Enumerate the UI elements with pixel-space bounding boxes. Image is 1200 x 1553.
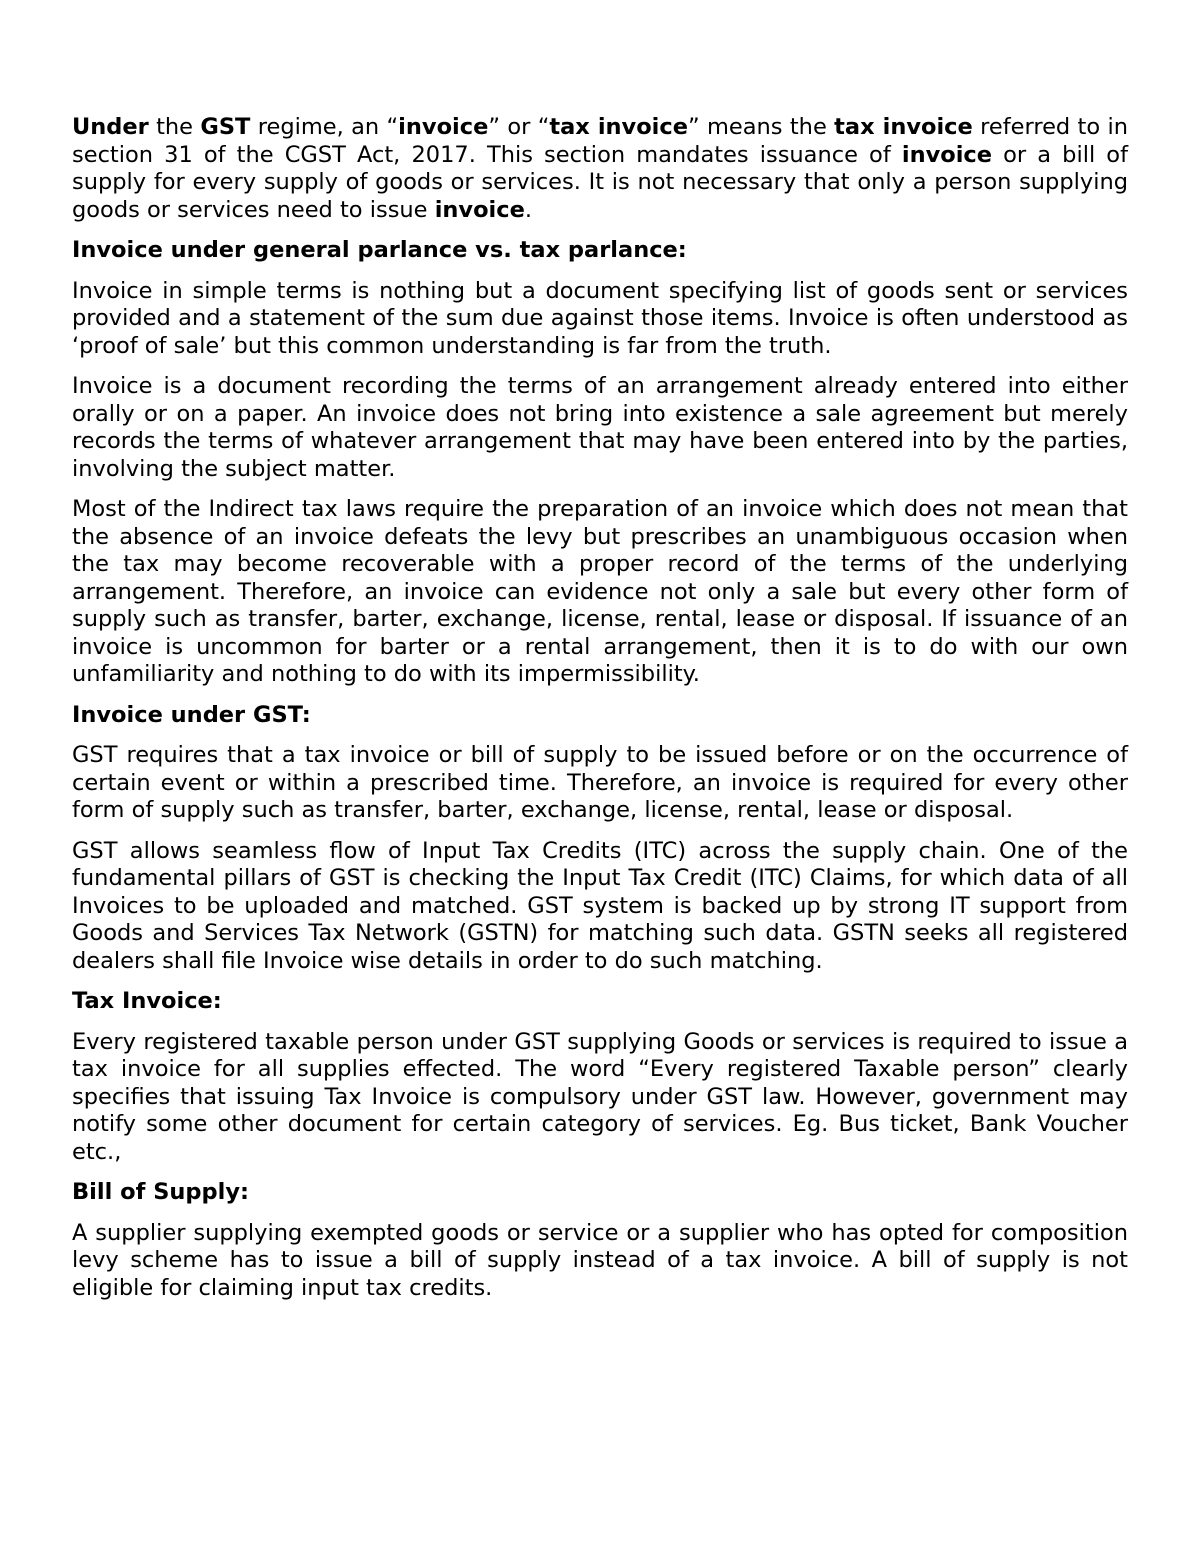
intro-bold-invoice: invoice bbox=[901, 141, 993, 168]
intro-bold-under: Under bbox=[72, 114, 149, 140]
intro-text: regime, an “ bbox=[250, 114, 399, 140]
paragraph-general-1: Invoice in simple terms is nothing but a document specifying list of goods sent or services provided and a statement of the sum due against those items. Invoice is often understood as ‘proof of sale’ but this common understanding is far from the truth. bbox=[72, 277, 1128, 359]
intro-bold-invoice: invoice bbox=[434, 196, 525, 223]
paragraph-gst-1: GST requires that a tax invoice or bill of supply to be issued before or on the occurrence of certain event or within a prescribed time. Therefore, an invoice is required for every other form of supply such as transfer, barter, exchange, license, rental, lease or disposal. bbox=[72, 742, 1128, 823]
paragraph-bill-of-supply: A supplier supplying exempted goods or service or a supplier who has opted for composition levy scheme has to issue a bill of supply instead of a tax invoice. A bill of supply is not eligible for claiming input tax credits. bbox=[72, 1219, 1128, 1301]
heading-tax-invoice: Tax Invoice: bbox=[72, 988, 222, 1014]
intro-text: referred to in section 31 of the CGST Act, 2017. This section mandates issuance of bbox=[72, 114, 1128, 168]
document-page bbox=[72, 114, 1128, 1315]
intro-bold-tax-invoice: tax invoice bbox=[834, 114, 973, 140]
intro-text: or a bill of supply for every supply of goods or services. It is not necessary that only a person supplying goods or services need to issue bbox=[72, 141, 1128, 223]
intro-text: . bbox=[524, 196, 533, 223]
intro-paragraph bbox=[72, 114, 1128, 224]
paragraph-tax-invoice: Every registered taxable person under GST supplying Goods or services is required to issue a tax invoice for all supplies effected. The word “Every registered Taxable person” clearly specifies that issuing Tax Invoice is compulsory under GST law. However, government may notify some other document for certain category of services. Eg. Bus ticket, Bank Voucher etc., bbox=[72, 1028, 1128, 1165]
intro-text: ” or “ bbox=[488, 114, 550, 140]
intro-bold-gst: GST bbox=[200, 114, 251, 140]
paragraph-gst-2: GST allows seamless flow of Input Tax Credits (ITC) across the supply chain. One of the fundamental pillars of GST is checking the Input Tax Credit (ITC) Claims, for which data of all Invoices to be uploaded and matched. GST system is backed up by strong IT support from Goods and Services Tax Network (GSTN) for matching such data. GSTN seeks all registered dealers shall file Invoice wise details in order to do such matching. bbox=[72, 837, 1128, 974]
heading-general-vs-tax-parlance: Invoice under general parlance vs. tax parlance: bbox=[72, 237, 687, 263]
paragraph-general-3: Most of the Indirect tax laws require the preparation of an invoice which does not mean that the absence of an invoice defeats the levy but prescribes an unambiguous occasion when the tax may become recoverable with a proper record of the terms of the underlying arrangement. Therefore, an invoice can evidence not only a sale but every other form of supply such as transfer, barter, exchange, license, rental, lease or disposal. If issuance of an invoice is uncommon for barter or a rental arrangement, then it is to do with our own unfamiliarity and nothing to do with its impermissibility. bbox=[72, 496, 1128, 687]
intro-text: ” means the bbox=[688, 114, 835, 140]
intro-text: the bbox=[148, 114, 201, 140]
intro-bold-tax-invoice: tax invoice bbox=[549, 114, 688, 140]
paragraph-general-2: Invoice is a document recording the terms of an arrangement already entered into either orally or on a paper. An invoice does not bring into existence a sale agreement but merely records the terms of whatever arrangement that may have been entered into by the parties, involving the subject matter. bbox=[72, 373, 1128, 482]
heading-bill-of-supply: Bill of Supply: bbox=[72, 1179, 250, 1205]
intro-bold-invoice: invoice bbox=[398, 114, 489, 140]
heading-invoice-under-gst: Invoice under GST: bbox=[72, 701, 311, 728]
